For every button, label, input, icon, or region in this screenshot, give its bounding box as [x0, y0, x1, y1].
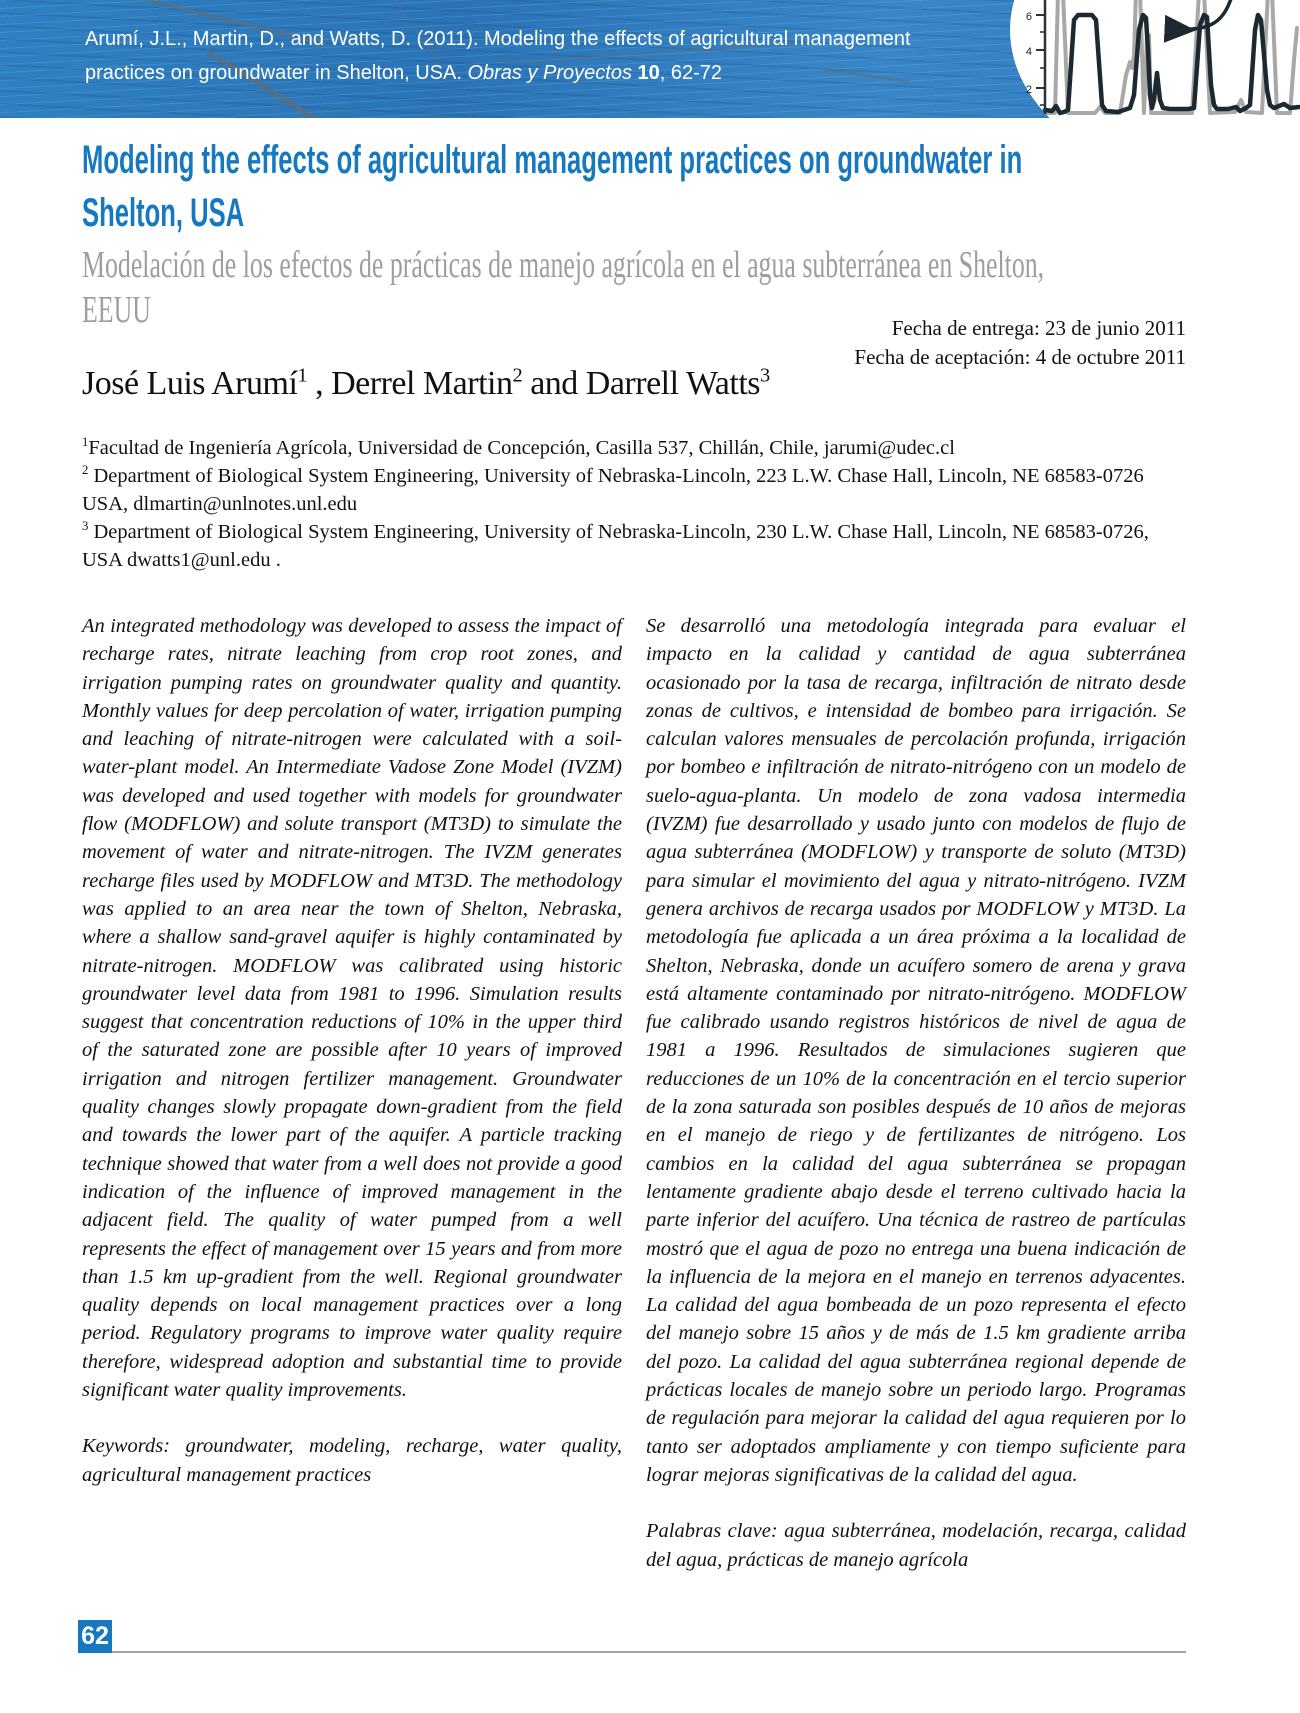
abstract-section — [82, 612, 1186, 1574]
author-name: José Luis Arumí — [82, 365, 298, 402]
author-affiliation-marker: 1 — [297, 364, 308, 387]
citation — [85, 22, 985, 90]
abstract-english-column — [82, 612, 622, 1574]
footer-rule — [112, 1651, 1186, 1653]
date-received: Fecha de entrega: 23 de junio 2011 — [891, 316, 1186, 340]
citation-text: Arumí, J.L., Martin, D., and Watts, D. (2011). Modeling the effects of agricultural management practices on groundwater in Shelton, USA. — [85, 28, 911, 84]
affiliation-marker: 2 — [82, 463, 89, 478]
abstract-spanish-keywords: Palabras clave: agua subterránea, modelación, recarga, calidad del agua, prácticas de manejo agrícola — [646, 1520, 1186, 1571]
author-separator: , — [307, 365, 332, 402]
date-accepted: Fecha de aceptación: 4 de octubre 2011 — [854, 345, 1186, 369]
authors-line — [82, 365, 1186, 403]
affiliation-marker: 1 — [82, 435, 89, 450]
abstract-spanish-body: Se desarrolló una metodología integrada para evaluar el impacto en la calidad y cantidad de agua subterránea ocasionado por la tasa de recarga, infiltración de nitrato desde zonas de cultivos, e intensidad de bombeo para irrigación. Se calculan valores mensuales de percolación profunda, irrigación por bombeo e infiltración de nitrato-nitrógeno con un modelo de suelo-agua-planta. Un modelo de zona vadosa intermedia (IVZM) fue desarrollado y usado junto con modelos de flujo de agua subterránea (MODFLOW) y transporte de soluto (MT3D) para simular el movimiento del agua y nitrato-nitrógeno. IVZM genera archivos de recarga usados por MODFLOW y MT3D. La metodología fue aplicada a un área próxima a la localidad de Shelton, Nebraska, donde un acuífero somero de arena y grava está altamente contaminado por nitrato-nitrógeno. MODFLOW fue calibrado usando registros históricos de nivel de agua de 1981 a 1996. Resultados de simulaciones sugieren que reducciones de un 10% de la concentración en el tercio superior de la zona saturada son posibles después de 10 años de mejoras en el manejo de riego y de fertilizantes de nitrógeno. Los cambios en la calidad del agua subterránea se propagan lentamente gradiente abajo desde el terreno cultivado hacia la parte inferior del acuífero. Una técnica de rastreo de partículas mostró que el agua de pozo no entrega una buena indicación de la influencia de la mejora en el manejo en terrenos adyacentes. La calidad del agua bombeada de un pozo representa el efecto del manejo sobre 15 años y de más de 1.5 km gradiente arriba del pozo. La calidad del agua subterránea regional depende de prácticas locales de manejo sobre un periodo largo. Programas de regulación para mejorar la calidad del agua requieren por lo tanto ser adoptados ampliamente y con tiempo suficiente para lograr mejoras significativas de la calidad del agua. — [646, 615, 1186, 1486]
affiliation-item — [82, 462, 1192, 518]
chart-tick-label: 6 — [1025, 11, 1032, 23]
chart-tick-label: 4 — [1025, 46, 1032, 58]
article-subtitle-line2: EEUU — [82, 289, 151, 331]
abstract-english-keywords: Keywords: groundwater, modeling, recharge, water quality, agricultural management practices — [82, 1435, 622, 1486]
chart-tick-label: 2 — [1025, 84, 1032, 96]
author-name: Darrell Watts — [585, 365, 761, 402]
citation-pages: , 62-72 — [659, 62, 723, 84]
author-separator: and — [522, 365, 586, 402]
page-number-badge: 62 — [78, 1620, 112, 1653]
abstract-english-body: An integrated methodology was developed to assess the impact of recharge rates, nitrate leaching from crop root zones, and irrigation pumping rates on groundwater quality and quantity. Monthly values for deep percolation of water, irrigation pumping and leaching of nitrate-nitrogen were calculated with a soil-water-plant model. An Intermediate Vadose Zone Model (IVZM) was developed and used together with models for groundwater flow (MODFLOW) and solute transport (MT3D) to simulate the movement of water and nitrate-nitrogen. The IVZM generates recharge files used by MODFLOW and MT3D. The methodology was applied to an area near the town of Shelton, Nebraska, where a shallow sand-gravel aquifer is highly contaminated by nitrate-nitrogen. MODFLOW was calibrated using historic groundwater level data from 1981 to 1996. Simulation results suggest that concentration reductions of 10% in the upper third of the saturated zone are possible after 10 years of improved irrigation and nitrogen fertilizer management. Groundwater quality changes slowly propagate down-gradient from the field and towards the lower part of the aquifer. A particle tracking technique showed that water from a well does not provide a good indication of the influence of improved management in the adjacent field. The quality of water pumped from a well represents the effect of management over 15 years and from more than 1.5 km up-gradient from the well. Regional groundwater quality depends on local management practices over a long period. Regulatory programs to improve water quality require therefore, widespread adoption and substantial time to provide significant water quality improvements. — [82, 615, 622, 1402]
affiliations-block — [82, 434, 1192, 574]
affiliation-marker: 3 — [82, 519, 89, 534]
submission-dates — [82, 314, 1186, 372]
citation-journal-name: Obras y Proyectos — [467, 62, 632, 84]
journal-header-banner — [0, 0, 1300, 118]
affiliation-text: Department of Biological System Engineering, University of Nebraska-Lincoln, 223 L.W. Chase Hall, Lincoln, NE 68583-0726 USA, dlmartin@unlnotes.unl.edu — [82, 465, 1144, 515]
affiliation-text: Department of Biological System Engineering, University of Nebraska-Lincoln, 230 L.W. Chase Hall, Lincoln, NE 68583-0726, USA dwatts1@unl.edu . — [82, 521, 1149, 571]
citation-volume: 10 — [631, 62, 660, 84]
author-name: Derrel Martin — [331, 365, 513, 402]
abstract-spanish-column — [646, 612, 1186, 1574]
affiliation-text: Facultad de Ingeniería Agrícola, Universidad de Concepción, Casilla 537, Chillán, Chile, jarumi@udec.cl — [88, 437, 955, 459]
hydrograph-chart-graphic — [1000, 0, 1300, 118]
author-affiliation-marker: 3 — [760, 364, 770, 387]
affiliation-item — [82, 434, 1192, 462]
article-title-line2: Shelton, USA — [82, 191, 245, 235]
article-title-line1: Modeling the effects of agricultural management practices on groundwater in — [82, 138, 1023, 182]
article-title — [82, 134, 1022, 240]
affiliation-item — [82, 518, 1192, 574]
author-affiliation-marker: 2 — [512, 364, 523, 387]
article-subtitle-line1: Modelación de los efectos de prácticas de manejo agrícola en el agua subterránea en Shelton, — [82, 244, 1045, 286]
